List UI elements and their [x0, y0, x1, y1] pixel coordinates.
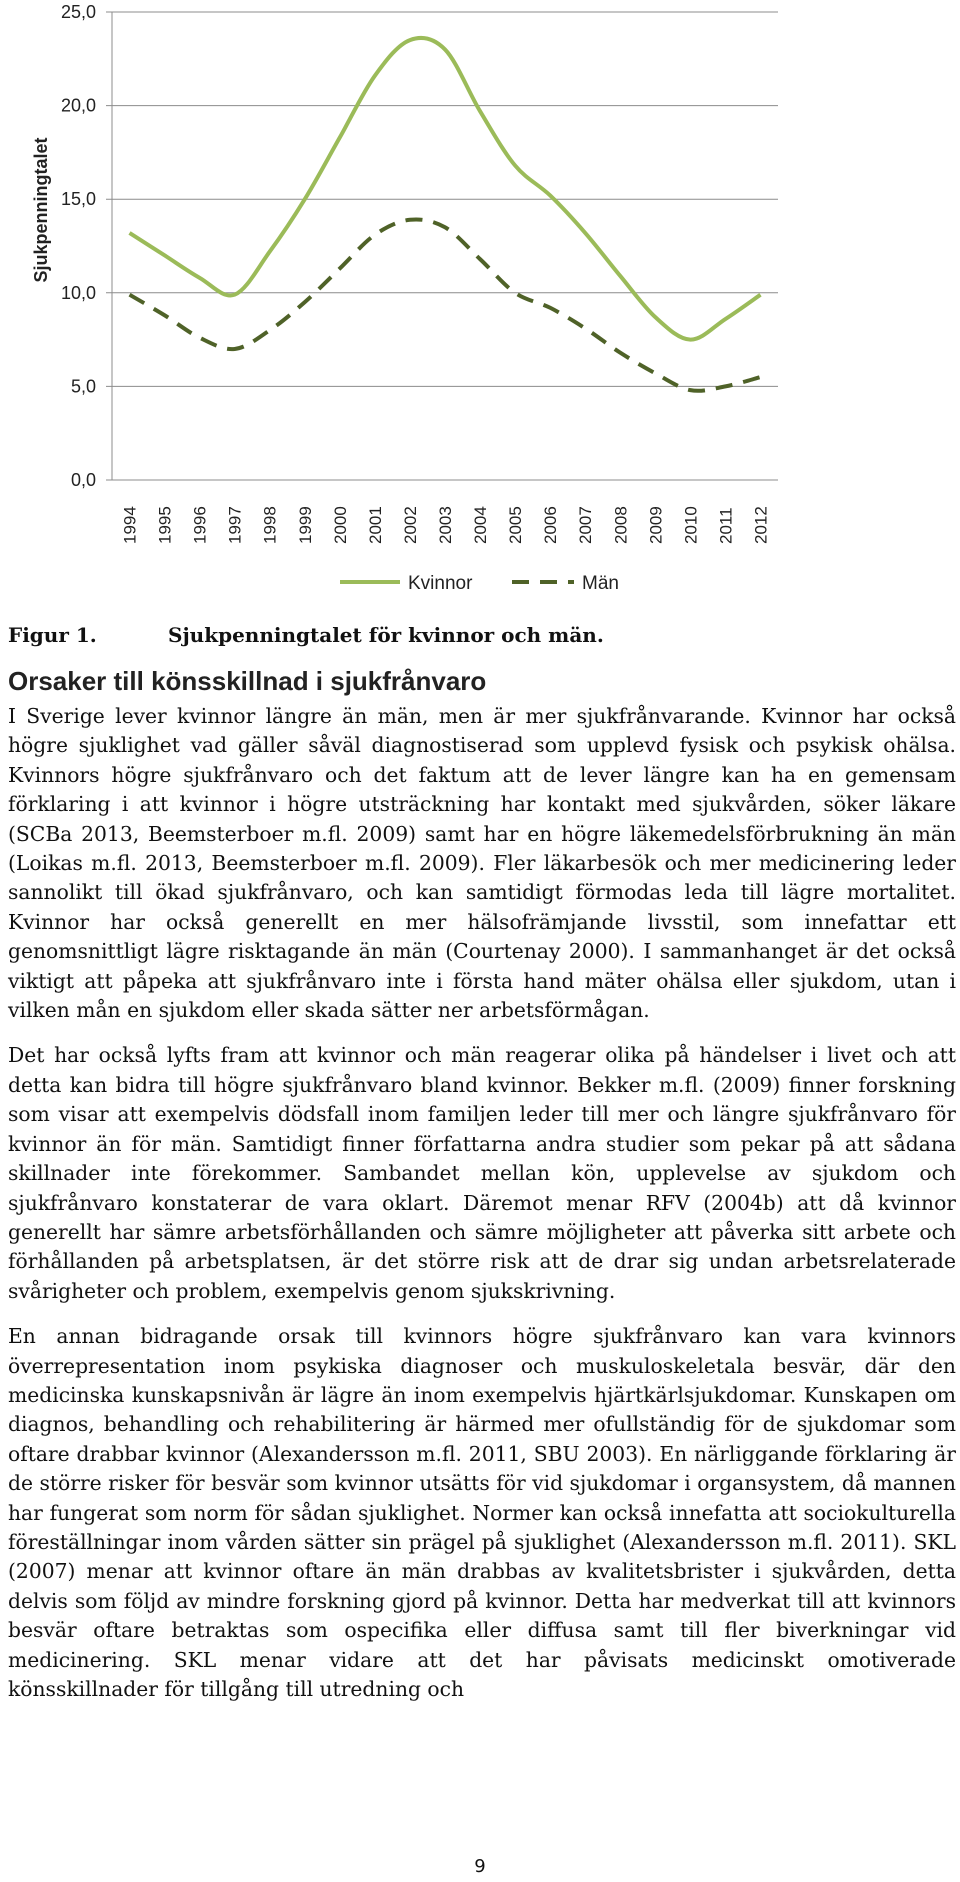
y-axis-title: Sjukpenningtalet [31, 137, 51, 283]
chart-legend [340, 573, 619, 594]
x-tick-label: 1999 [295, 506, 315, 544]
y-tick-label: 20,0 [60, 95, 96, 116]
figure-caption-text: Sjukpenningtalet för kvinnor och män. [168, 623, 604, 647]
paragraph: En annan bidragande orsak till kvinnors högre sjukfrånvaro kan vara kvinnors överrepresentation inom psykiska diagnoser och muskuloskeletala besvär, där den medicinska kunskapsnivån är lägre än inom exempelvis hjärtkärlsjukdomar. Kunskapen om diagnos, behandling och rehabilitering är härmed mer ofullständig för de sjukdomar som oftare drabbar kvinnor (Alexandersson m.fl. 2011, SBU 2003). En närliggande förklaring är de större risker för besvär som kvinnor utsätts för vid sjukdomar i organsystem, då mannen har fungerat som norm för sådan sjuklighet. Normer kan också innefatta att sociokulturella föreställningar inom vården sätter sin prägel på sjuklighet (Alexandersson m.fl. 2011). SKL (2007) menar att kvinnor oftare än män drabbas av kvalitetsbrister i sjukvården, detta delvis som följd av mindre forskning gjord på kvinnor. Detta har medverkat till att kvinnors besvär oftare betraktas som ospecifika eller diffusa samt till fler biverkningar vid medicinering. SKL menar vidare att det har påvisats medicinskt omotiverade könsskillnader för tillgång till utredning och [8, 1324, 956, 1701]
x-tick-label: 1994 [120, 506, 140, 544]
x-tick-label: 1997 [225, 506, 245, 544]
y-tick-label: 5,0 [70, 376, 96, 397]
x-tick-label: 2011 [716, 507, 736, 544]
x-tick-label: 2008 [611, 506, 631, 544]
x-tick-labels [121, 506, 771, 544]
y-tick-label: 10,0 [60, 282, 96, 303]
x-tick-label: 2010 [681, 506, 701, 544]
series-line-man [130, 219, 761, 390]
x-tick-label: 1995 [155, 506, 175, 544]
page-number: 9 [474, 1856, 486, 1877]
series-lines [130, 38, 761, 391]
y-tick-labels [61, 2, 96, 490]
y-tick-label: 15,0 [60, 189, 96, 210]
body-text [8, 702, 956, 1720]
x-tick-label: 2005 [506, 506, 526, 544]
x-tick-label: 2000 [330, 506, 350, 544]
x-tick-label: 2012 [751, 506, 771, 544]
legend-label-man: Män [582, 573, 619, 594]
line-chart [0, 0, 960, 600]
figure-caption [8, 623, 948, 647]
paragraph: Det har också lyfts fram att kvinnor och män reagerar olika på händelser i livet och att detta kan bidra till högre sjukfrånvaro bland kvinnor. Bekker m.fl. (2009) finner forskning som visar att exempelvis dödsfall inom familjen leder till mer och längre sjukfrånvaro för kvinnor än för män. Samtidigt finner författarna andra studier som pekar på att sådana skillnader inte förekommer. Sambandet mellan kön, upplevelse av sjukdom och sjukfrånvaro konstaterar de vara oklart. Däremot menar RFV (2004b) att då kvinnor generellt har sämre arbetsförhållanden och sämre möjligheter att påverka sitt arbete och förhållanden på arbetsplatsen, är det större risk att de drar sig undan arbetsrelaterade svårigheter och problem, exempelvis genom sjukskrivning. [8, 1043, 956, 1303]
paragraph: I Sverige lever kvinnor längre än män, men är mer sjukfrånvarande. Kvinnor har också högre sjuklighet vad gäller såväl diagnostiserad som upplevd fysisk och psykisk ohälsa. Kvinnors högre sjukfrånvaro och det faktum att de lever längre kan ha en gemensam förklaring i att kvinnor i högre utsträckning har kontakt med sjukvården, söker läkare (SCBa 2013, Beemsterboer m.fl. 2009) samt har en högre läkemedelsförbrukning än män (Loikas m.fl. 2013, Beemsterboer m.fl. 2009). Fler läkarbesök och mer medicinering leder sannolikt till ökad sjukfrånvaro, och kan samtidigt förmodas leda till lägre mortalitet. Kvinnor har också generellt en mer hälsofrämjande livsstil, som innefattar ett genomsnittligt lägre risktagande än män (Courtenay 2000). I sammanhanget är det också viktigt att påpeka att sjukfrånvaro inte i första hand mäter ohälsa eller sjukdom, utan i vilken mån en sjukdom eller skada sätter ner arbetsförmågan. [8, 704, 956, 1023]
y-tick-label: 0,0 [70, 470, 96, 490]
y-tick-label: 25,0 [60, 2, 96, 22]
x-tick-label: 2009 [646, 506, 666, 544]
x-tick-label: 2006 [541, 506, 561, 544]
gridlines [106, 12, 778, 480]
legend-label-kvinnor: Kvinnor [408, 573, 473, 594]
x-tick-label: 2002 [400, 506, 420, 544]
x-tick-label: 2003 [436, 506, 455, 544]
series-line-kvinnor [130, 38, 761, 340]
figure-label: Figur 1. [8, 623, 97, 647]
section-heading: Orsaker till könsskillnad i sjukfrånvaro [8, 666, 487, 696]
x-tick-label: 2004 [471, 506, 491, 544]
x-tick-label: 2001 [365, 506, 385, 544]
x-tick-label: 1998 [260, 506, 280, 544]
x-tick-label: 1996 [190, 506, 210, 544]
x-tick-label: 2007 [576, 506, 596, 544]
